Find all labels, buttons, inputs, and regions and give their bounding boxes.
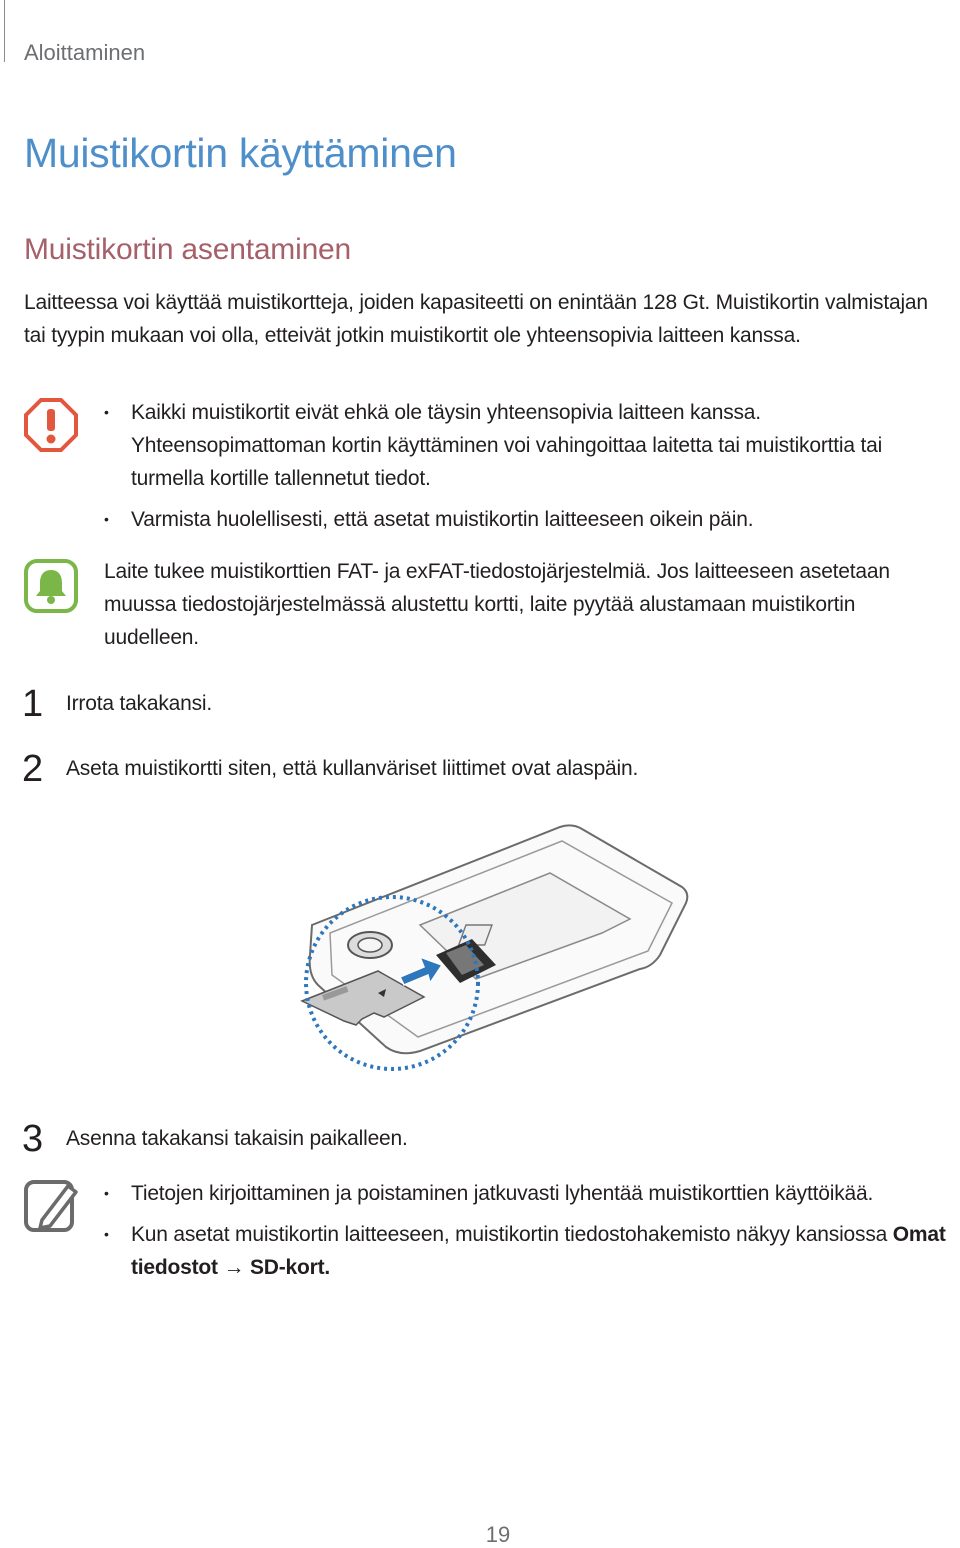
menu-path-folder: Omat tiedostot bbox=[131, 1223, 946, 1279]
warning-item: • Varmista huolellisesti, että asetat muistikortin laitteeseen oikein päin. bbox=[104, 503, 954, 536]
section-label: Aloittaminen bbox=[24, 40, 146, 65]
step-number: 3 bbox=[22, 1118, 44, 1160]
margin-rule bbox=[4, 0, 5, 62]
section-subtitle: Muistikortin asentaminen bbox=[24, 233, 352, 266]
notice-text: Laite tukee muistikorttien FAT- ja exFAT-tiedostojärjestelmiä. Jos laitteeseen asetetaan muussa tiedostojärjestelmässä alustettu kortti, laite pyytää alustamaan muistikortin uudelleen. bbox=[104, 560, 890, 649]
note-item: • Tietojen kirjoittaminen ja poistaminen jatkuvasti lyhentää muistikorttien käyttöikää. bbox=[104, 1177, 954, 1210]
step-number: 1 bbox=[22, 683, 44, 725]
step-text: Irrota takakansi. bbox=[66, 692, 212, 715]
page-number: 19 bbox=[485, 1522, 511, 1547]
step-text: Asenna takakansi takaisin paikalleen. bbox=[66, 1127, 408, 1150]
note-item bbox=[104, 1218, 954, 1284]
page-title: Muistikortin käyttäminen bbox=[24, 130, 457, 176]
menu-path-end: . bbox=[324, 1256, 331, 1279]
menu-path-item: SD-kort bbox=[249, 1256, 325, 1279]
memory-card-illustration bbox=[300, 815, 700, 1090]
step-text: Aseta muistikortti siten, että kullanväriset liittimet ovat alaspäin. bbox=[66, 757, 639, 780]
note-item-text: Kun asetat muistikortin laitteeseen, muistikortin tiedostohakemisto näkyy kansiossa bbox=[131, 1223, 893, 1246]
warning-item: • Kaikki muistikortit eivät ehkä ole täysin yhteensopivia laitteen kanssa. Yhteensopimattoman kortin käyttäminen voi vahingoittaa laitetta tai muistikorttia tai turmella kortille tallennetut tiedot. bbox=[104, 396, 954, 495]
pencil-note-icon bbox=[24, 1180, 78, 1239]
menu-path-arrow: → bbox=[223, 1256, 245, 1279]
warning-list bbox=[104, 396, 954, 544]
note-list bbox=[104, 1177, 954, 1292]
bell-icon bbox=[24, 559, 78, 618]
warning-exclamation-icon bbox=[24, 398, 78, 457]
step-number: 2 bbox=[22, 748, 44, 790]
intro-paragraph: Laitteessa voi käyttää muistikortteja, joiden kapasiteetti on enintään 128 Gt. Muistikortin valmistajan tai tyypin mukaan voi olla, etteivät jotkin muistikortit ole yhteensopivia laitteen kanssa. bbox=[24, 291, 928, 347]
